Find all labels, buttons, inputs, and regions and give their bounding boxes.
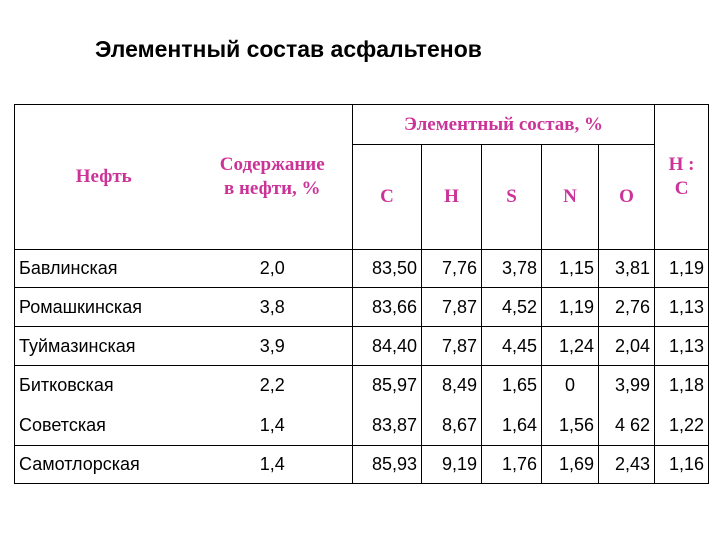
oxygen-cell: 3,99 xyxy=(599,366,655,406)
nitrogen-cell: 1,56 xyxy=(542,406,599,446)
sulfur-cell: 1,76 xyxy=(482,446,542,484)
header-element-o: O xyxy=(599,145,655,250)
sulfur-cell: 1,64 xyxy=(482,406,542,446)
header-oil-label: Нефть xyxy=(75,166,132,187)
header-content-line2: в нефти, % xyxy=(223,178,321,199)
ratio-cell: 1,22 xyxy=(655,406,709,446)
table-row xyxy=(15,327,709,366)
hydrogen-cell: 8,67 xyxy=(422,406,482,446)
header-elemental-label: Элементный состав, % xyxy=(404,113,604,135)
table-row xyxy=(15,446,709,484)
sulfur-cell: 4,52 xyxy=(482,288,542,327)
nitrogen-cell: 1,15 xyxy=(542,250,599,288)
sulfur-cell: 4,45 xyxy=(482,327,542,366)
hydrogen-cell: 7,87 xyxy=(422,288,482,327)
content-cell: 3,8 xyxy=(193,288,353,327)
oxygen-cell: 2,76 xyxy=(599,288,655,327)
content-cell: 2,2 xyxy=(259,375,285,396)
asphaltene-composition-table xyxy=(14,104,709,484)
content-cell: 1,4 xyxy=(193,406,353,446)
oil-name-cell: Бавлинская xyxy=(15,250,193,288)
header-ratio-line1: Н : xyxy=(668,154,695,175)
carbon-cell: 83,66 xyxy=(353,288,422,327)
hydrogen-cell: 9,19 xyxy=(422,446,482,484)
nitrogen-cell: 0 xyxy=(542,366,599,406)
ratio-cell: 1,19 xyxy=(655,250,709,288)
content-cell: 2,0 xyxy=(193,250,353,288)
oxygen-cell: 2,43 xyxy=(599,446,655,484)
oil-name-cell: Битковская xyxy=(15,366,193,406)
oxygen-cell: 2,04 xyxy=(599,327,655,366)
ratio-cell: 1,16 xyxy=(655,446,709,484)
carbon-cell: 84,40 xyxy=(353,327,422,366)
header-element-c: С xyxy=(353,145,422,250)
header-oil xyxy=(15,105,193,250)
hydrogen-cell: 8,49 xyxy=(422,366,482,406)
header-element-h: Н xyxy=(422,145,482,250)
nitrogen-cell: 1,19 xyxy=(542,288,599,327)
oil-name-cell: Ромашкинская xyxy=(15,288,193,327)
header-element-s: S xyxy=(482,145,542,250)
ratio-cell: 1,13 xyxy=(655,288,709,327)
page-title: Элементный состав асфальтенов xyxy=(95,36,482,62)
table-row xyxy=(15,250,709,288)
oxygen-cell: 3,81 xyxy=(599,250,655,288)
carbon-cell: 85,93 xyxy=(353,446,422,484)
oil-name-cell: Туймазинская xyxy=(15,327,193,366)
nitrogen-cell: 1,69 xyxy=(542,446,599,484)
table-row xyxy=(15,288,709,327)
oil-name-cell: Советская xyxy=(15,406,193,446)
carbon-cell: 83,50 xyxy=(353,250,422,288)
nitrogen-cell: 1,24 xyxy=(542,327,599,366)
header-ratio xyxy=(655,105,709,250)
carbon-cell: 85,97 xyxy=(353,366,422,406)
ratio-cell: 1,18 xyxy=(655,366,709,406)
carbon-cell: 83,87 xyxy=(353,406,422,446)
hydrogen-cell: 7,76 xyxy=(422,250,482,288)
hydrogen-cell: 7,87 xyxy=(422,327,482,366)
header-elemental xyxy=(353,105,655,145)
sulfur-cell: 1,65 xyxy=(482,366,542,406)
header-content xyxy=(193,105,353,250)
ratio-cell: 1,13 xyxy=(655,327,709,366)
oxygen-cell: 4 62 xyxy=(599,406,655,446)
content-cell: 1,4 xyxy=(193,446,353,484)
header-content-line1: Содержание xyxy=(219,154,325,175)
oil-name-cell: Самотлорская xyxy=(15,446,193,484)
header-element-n: N xyxy=(542,145,599,250)
table-row xyxy=(15,406,709,446)
table-row xyxy=(15,366,709,406)
sulfur-cell: 3,78 xyxy=(482,250,542,288)
header-ratio-line2: С xyxy=(674,178,689,199)
content-cell: 3,9 xyxy=(193,327,353,366)
